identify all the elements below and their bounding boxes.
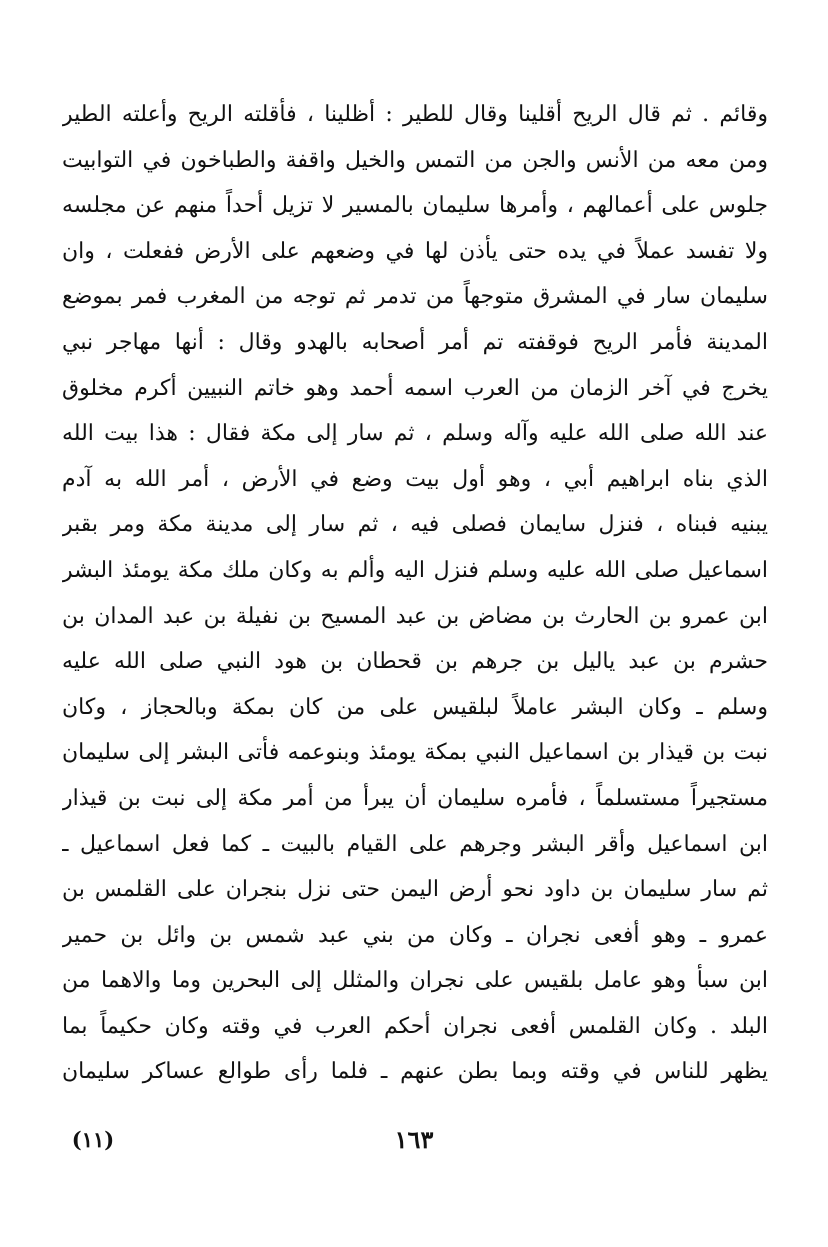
page-number: ١٦٣ — [394, 1125, 434, 1154]
text-line: ابن سبأ وهو عامل بلقيس على نجران والمثلل إلى البحرين وما والاهما من — [62, 968, 768, 994]
text-line: الذي بناه ابراهيم أبي ، وهو أول بيت وضع في الأرض ، أمر الله به آدم — [62, 466, 768, 492]
page-footer — [0, 1120, 828, 1160]
text-line: وسلم ـ وكان البشر عاملاً لبلقيس على من كان بمكة وبالحجاز ، وكان — [62, 694, 768, 720]
text-line: ولا تفسد عملاً في يده حتى يأذن لها في وضعهم على الأرض ففعلت ، وان — [62, 238, 768, 264]
text-line: يخرج في آخر الزمان من العرب اسمه أحمد وهو خاتم النبيين أكرم مخلوق — [62, 375, 768, 401]
text-line: عند الله صلى الله عليه وآله وسلم ، ثم سار إلى مكة فقال : هذا بيت الله — [62, 421, 768, 447]
signature-mark: (١١) — [71, 1127, 115, 1152]
text-line: اسماعيل صلى الله عليه وسلم فنزل اليه وألم به وكان ملك مكة يومئذ البشر — [62, 557, 768, 583]
text-line: يبنيه فبناه ، فنزل سايمان فصلى فيه ، ثم سار إلى مدينة مكة ومر بقبر — [62, 512, 768, 538]
text-line: نبت بن قيذار بن اسماعيل النبي بمكة يومئذ وبنوعمه فأتى البشر إلى سليمان — [62, 740, 768, 766]
text-line: مستجيراً مستسلماً ، فأمره سليمان أن يبرأ من أمر مكة إلى نبت بن قيذار — [62, 785, 768, 811]
text-line: يظهر للناس في وقته وبما بطن عنهم ـ فلما رأى طوالع عساكر سليمان — [62, 1059, 768, 1085]
text-line: حشرم بن عبد ياليل بن جرهم بن قحطان بن هود النبي صلى الله عليه — [62, 649, 768, 675]
body-text — [62, 92, 768, 1095]
text-line: عمرو ـ وهو أفعى نجران ـ وكان من بني عبد شمس بن وائل بن حمير — [62, 922, 768, 948]
text-line: سليمان سار في المشرق متوجهاً من تدمر ثم توجه من المغرب فمر بموضع — [62, 284, 768, 310]
text-line: ابن اسماعيل وأقر البشر وجرهم على القيام بالبيت ـ كما فعل اسماعيل ـ — [62, 831, 768, 857]
text-line: ثم سار سليمان بن داود نحو أرض اليمن حتى نزل بنجران على القلمس بن — [62, 877, 768, 903]
text-line: ومن معه من الأنس والجن من التمس والخيل واقفة والطباخون في التوابيت — [62, 147, 768, 173]
text-line: جلوس على أعمالهم ، وأمرها سليمان بالمسير لا تزيل أحداً منهم عن مجلسه — [62, 193, 768, 219]
text-line: المدينة فأمر الريح فوقفته تم أمر أصحابه بالهدو وقال : أنها مهاجر نبي — [62, 329, 768, 355]
text-line: البلد . وكان القلمس أفعى نجران أحكم العرب في وقته وكان حكيماً بما — [62, 1013, 768, 1039]
text-line: وقائم . ثم قال الريح أقلينا وقال للطير : أظلينا ، فأقلته الريح وأعلته الطير — [62, 102, 768, 127]
text-line: ابن عمرو بن الحارث بن مضاض بن عبد المسيح بن نفيلة بن عبد المدان بن — [62, 603, 768, 629]
